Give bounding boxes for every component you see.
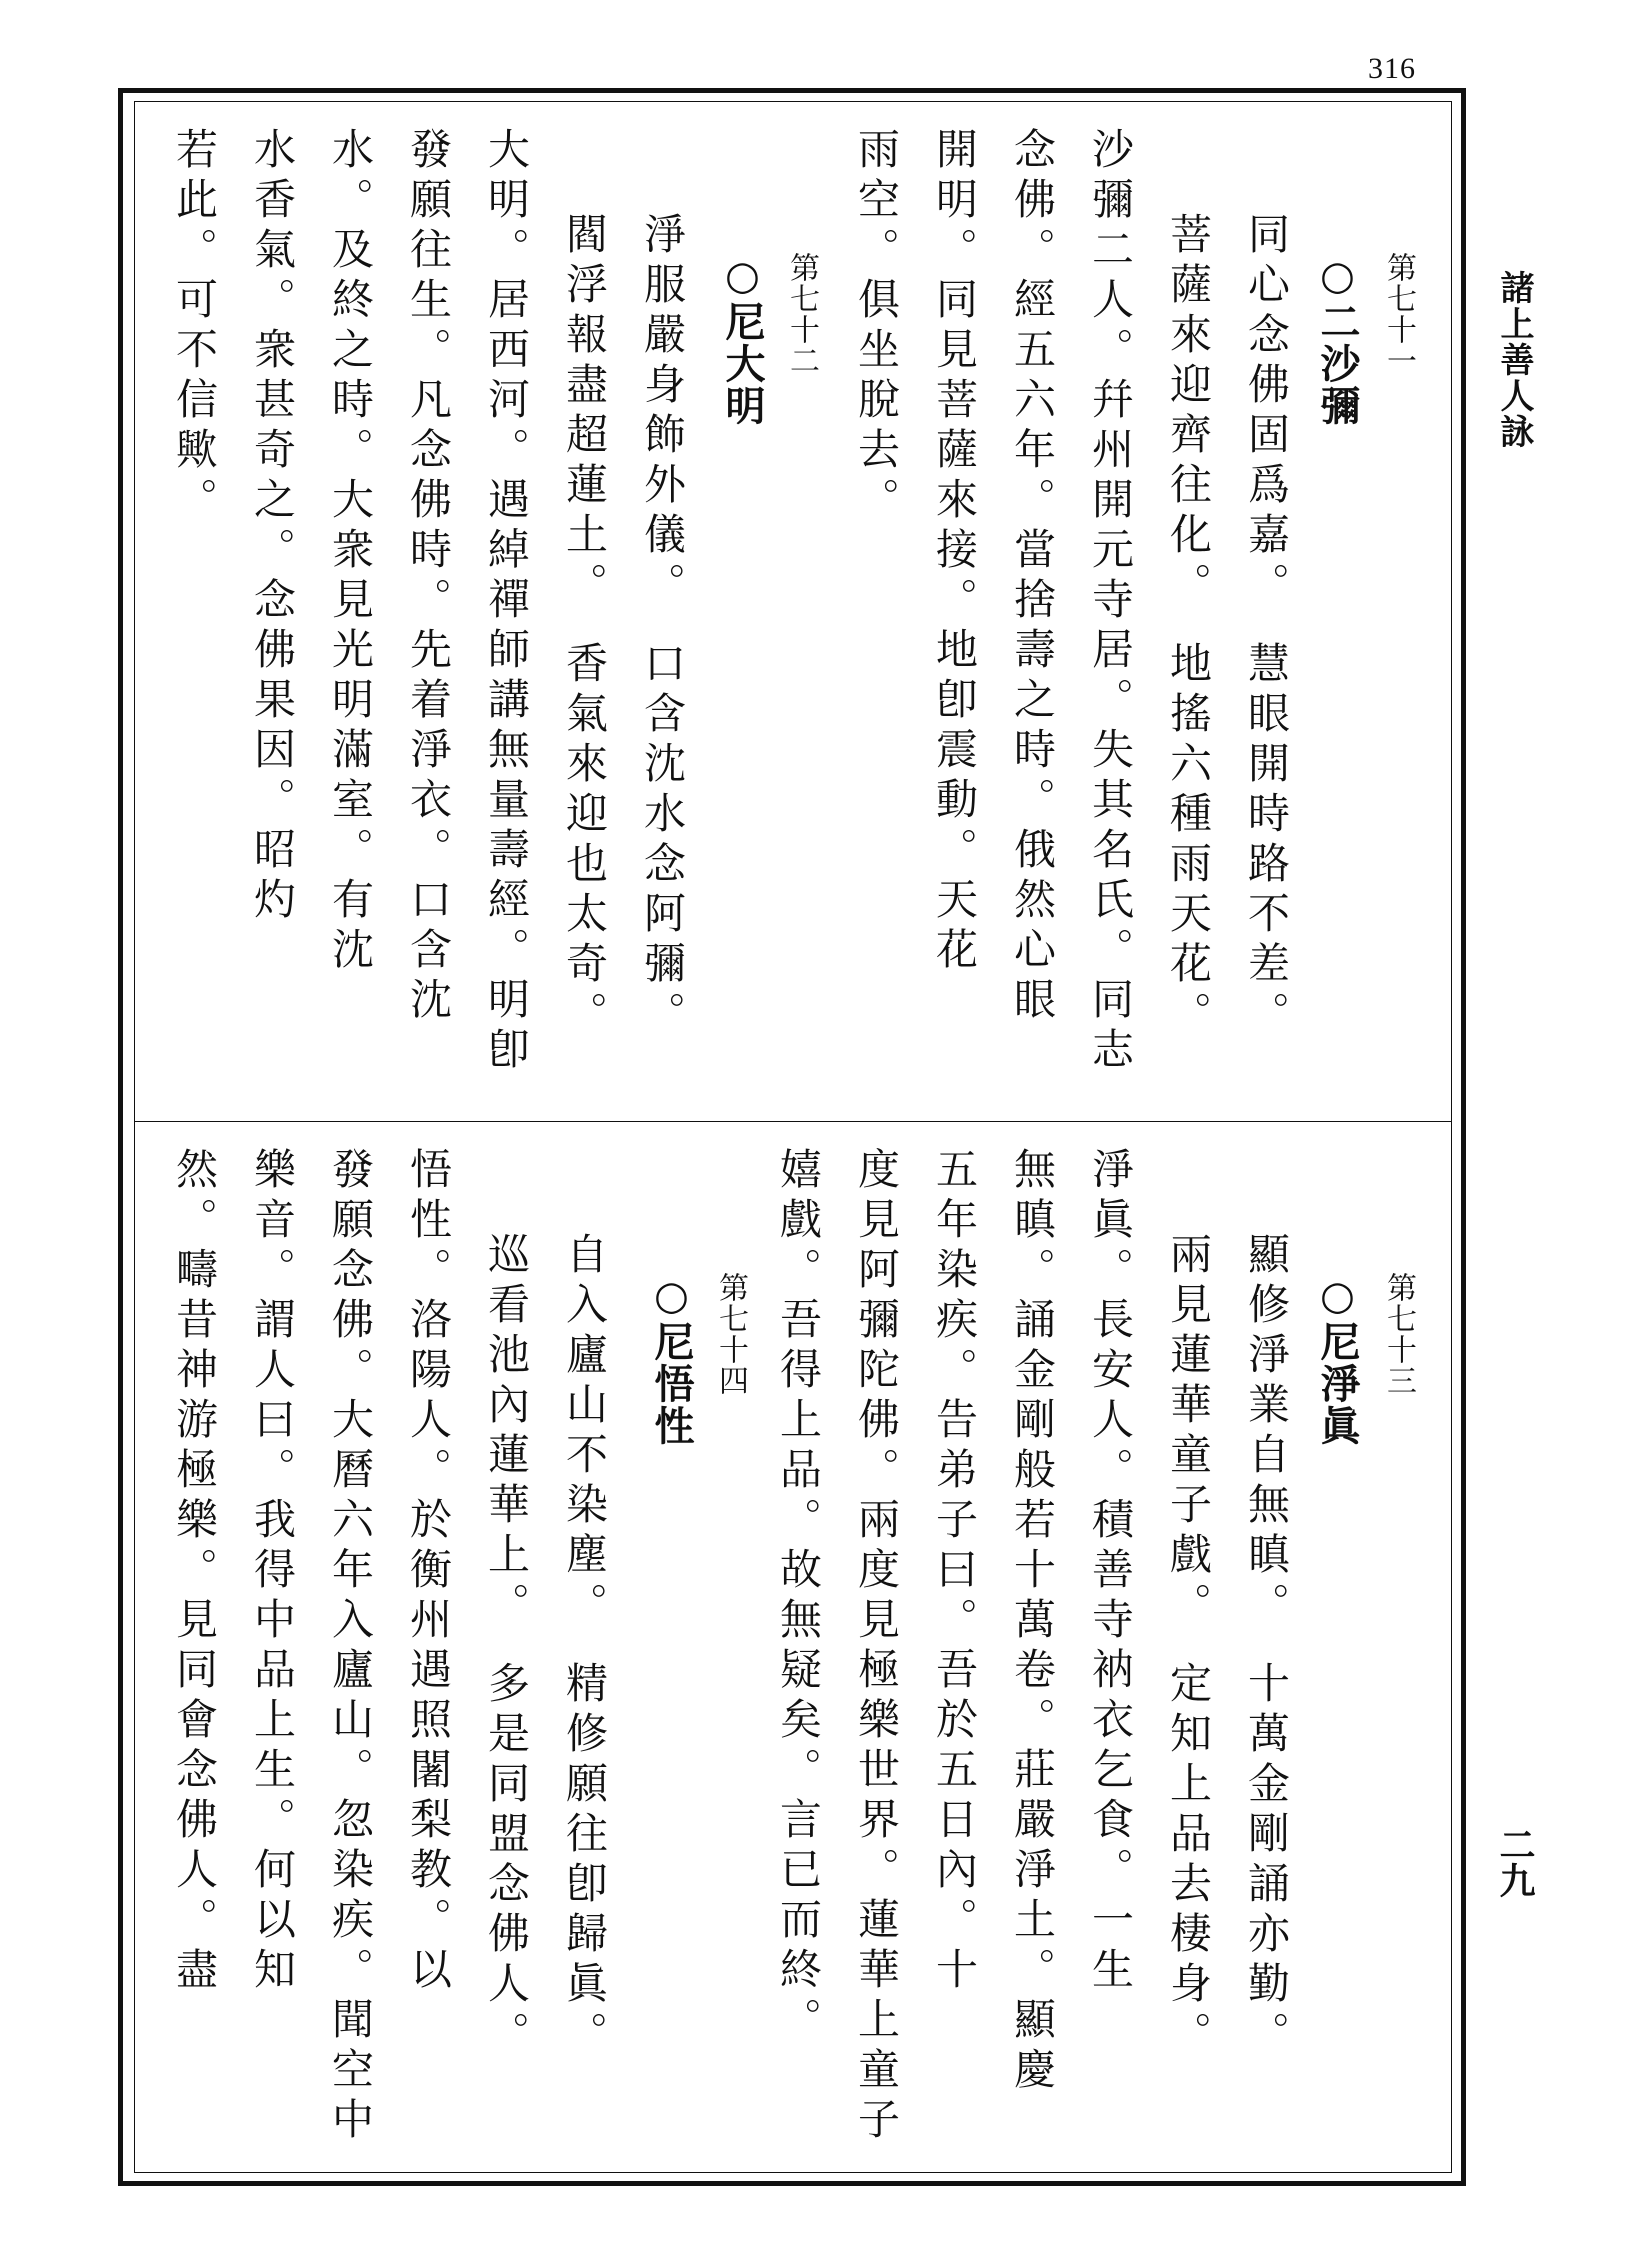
entry-71-number: 第七十一 (1381, 252, 1416, 376)
entry-72-line-4: 發願往生。凡念佛時。先着淨衣。口含沈 (404, 127, 453, 1027)
entry-74-line-5: 樂音。謂人曰。我得中品上生。何以知 (248, 1147, 297, 1997)
entry-72-line-6: 水香氣。衆甚奇之。念佛果因。昭灼 (248, 127, 297, 927)
entry-73-line-3: 淨眞。長安人。積善寺衲衣乞食。一生 (1086, 1147, 1135, 1997)
entry-73-line-7: 嬉戲。吾得上品。故無疑矣。言已而終。 (774, 1147, 823, 2047)
entry-74-line-4: 發願念佛。大曆六年入廬山。忽染疾。聞空中 (326, 1147, 375, 2147)
entry-72-number: 第七十二 (784, 252, 819, 376)
page-number: 316 (1368, 52, 1416, 85)
folio: 二九 (1494, 1826, 1536, 1898)
entry-74-number: 第七十四 (713, 1272, 748, 1396)
entry-72-line-3: 大明。居西河。遇綽禪師講無量壽經。明卽 (482, 127, 531, 1077)
entry-72-line-2: 閻浮報盡超蓮土。 香氣來迎也太奇。 (560, 212, 609, 1041)
running-head: 諸上善人詠 (1494, 270, 1534, 450)
entry-71-line-1: 同心念佛固爲嘉。 慧眼開時路不差。 (1242, 212, 1291, 1041)
entry-71-line-5: 開明。同見菩薩來接。地卽震動。天花 (930, 127, 979, 977)
entry-71-line-4: 念佛。經五六年。當捨壽之時。俄然心眼 (1008, 127, 1057, 1027)
entry-74-line-3: 悟性。洛陽人。於衡州遇照闍梨教。以 (404, 1147, 453, 1997)
entry-73-line-2: 兩見蓮華童子戲。 定知上品去棲身。 (1164, 1232, 1213, 2061)
entry-74-title: ○尼悟性 (648, 1272, 695, 1447)
entry-72-title: ○尼大明 (719, 252, 766, 427)
entry-72-line-7: 若此。可不信歟。 (170, 127, 219, 527)
entry-73-number: 第七十三 (1381, 1272, 1416, 1396)
entry-73-line-6: 度見阿彌陀佛。兩度見極樂世界。蓮華上童子 (852, 1147, 901, 2147)
entry-74-line-6: 然。疇昔神游極樂。見同會念佛人。盡 (170, 1147, 219, 1997)
entry-74-line-2: 巡看池內蓮華上。 多是同盟念佛人。 (482, 1232, 531, 2061)
entry-73-title: ○尼淨眞 (1314, 1272, 1361, 1447)
entry-72-line-1: 淨服嚴身飾外儀。 口含沈水念阿彌。 (638, 212, 687, 1041)
entry-71-title: ○二沙彌 (1314, 252, 1361, 427)
entry-73-line-1: 顯修淨業自無瞋。 十萬金剛誦亦勤。 (1242, 1232, 1291, 2061)
entry-74-line-1: 自入廬山不染塵。 精修願往卽歸眞。 (560, 1232, 609, 2061)
entry-71-line-3: 沙彌二人。幷州開元寺居。失其名氏。同志 (1086, 127, 1135, 1077)
entry-71-line-2: 菩薩來迎齊往化。 地搖六種雨天花。 (1164, 212, 1213, 1041)
horizontal-divider (134, 1121, 1452, 1122)
entry-71-line-6: 雨空。俱坐脫去。 (852, 127, 901, 527)
entry-73-line-4: 無瞋。誦金剛般若十萬卷。莊嚴淨土。顯慶 (1008, 1147, 1057, 2097)
entry-73-line-5: 五年染疾。告弟子曰。吾於五日內。十 (930, 1147, 979, 1997)
entry-72-line-5: 水。及終之時。大衆見光明滿室。有沈 (326, 127, 375, 977)
